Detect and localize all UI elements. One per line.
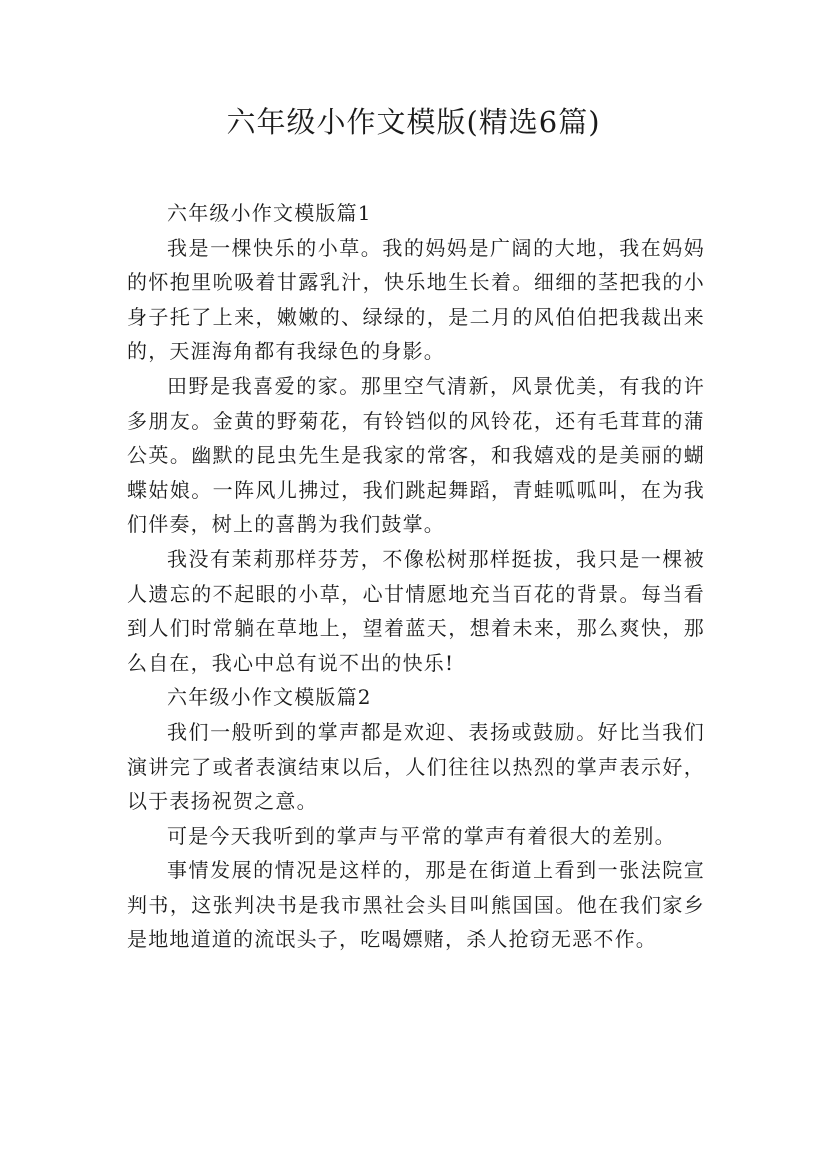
section-heading-2: 六年级小作文模版篇2 (167, 685, 372, 710)
paragraph: 事情发展的情况是这样的，那是在街道上看到一张法院宣判书，这张判决书是我市黑社会头目叫熊国国。他在我们家乡是地地道道的流氓头子，吃喝嫖赌，杀人抢窃无恶不作。 (127, 858, 705, 952)
paragraph: 可是今天我听到的掌声与平常的掌声有着很大的差别。 (167, 823, 676, 848)
document-body (127, 196, 705, 957)
document-title: 六年级小作文模版(精选6篇) (226, 105, 601, 139)
paragraph: 我们一般听到的掌声都是欢迎、表扬或鼓励。好比当我们演讲完了或者表演结束以后，人们往往以热烈的掌声表示好，以于表扬祝贺之意。 (127, 719, 705, 814)
section-heading-1: 六年级小作文模版篇1 (167, 201, 372, 225)
paragraph: 我是一棵快乐的小草。我的妈妈是广阔的大地，我在妈妈的怀抱里吮吸着甘露乳汁，快乐地生长着。细细的茎把我的小身子托了上来，嫩嫩的、绿绿的，是二月的风伯伯把我裁出来的，天涯海角都有我绿色的身影。 (127, 235, 705, 364)
paragraph: 田野是我喜爱的家。那里空气清新，风景优美，有我的许多朋友。金黄的野菊花，有铃铛似的风铃花，还有毛茸茸的蒲公英。幽默的昆虫先生是我家的常客，和我嬉戏的是美丽的蝴蝶姑娘。一阵风儿拂过，我们跳起舞蹈，青蛙呱呱叫，在为我们伴奏，树上的喜鹊为我们鼓掌。 (127, 373, 705, 537)
paragraph: 我没有茉莉那样芬芳，不像松树那样挺拔，我只是一棵被人遗忘的不起眼的小草，心甘情愿地充当百花的背景。每当看到人们时常躺在草地上，望着蓝天，想着未来，那么爽快，那么自在，我心中总有说不出的快乐! (127, 546, 705, 675)
